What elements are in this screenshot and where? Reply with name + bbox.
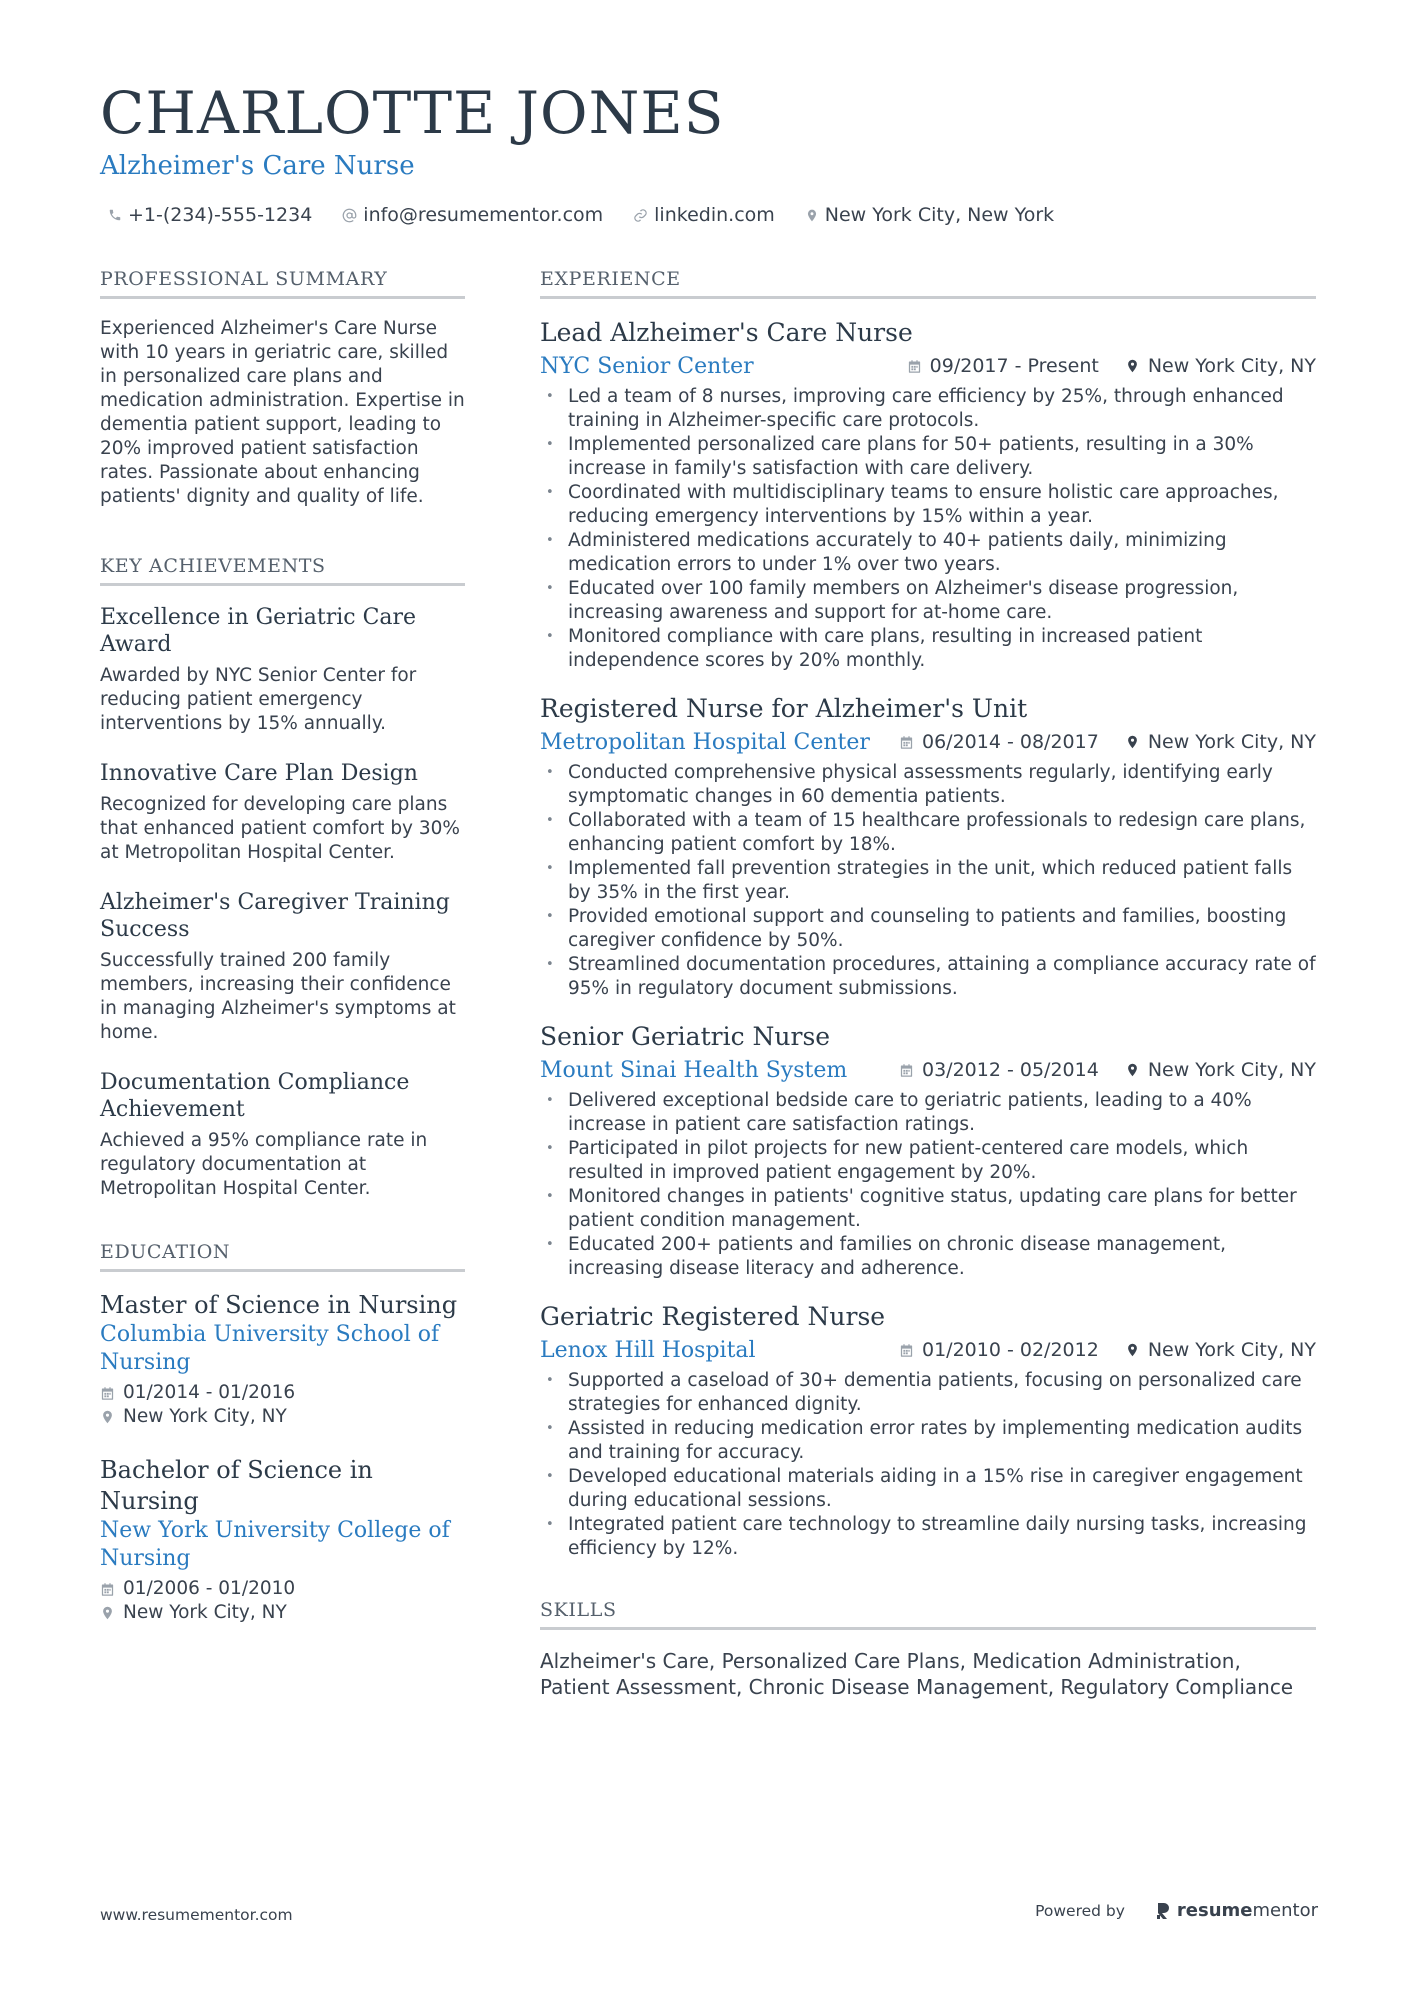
job-dates (899, 1339, 1099, 1361)
achievement-text: Achieved a 95% compliance rate in regulatory documentation at Metropolitan Hospital Center. (100, 1130, 428, 1199)
job-company: NYC Senior Center (540, 353, 754, 379)
job-location (1125, 1059, 1316, 1081)
job-company: Mount Sinai Health System (540, 1057, 848, 1083)
education-dates-text: 01/2014 - 01/2016 (123, 1382, 296, 1403)
job-location-text: New York City, NY (1147, 1339, 1316, 1361)
contact-email[interactable] (342, 204, 603, 226)
calendar-icon (100, 1582, 115, 1597)
education-dates (100, 1381, 465, 1405)
job-bullet: • Developed educational materials aiding in a 15% rise in caregiver engagement during educational sessions. (540, 1465, 1316, 1513)
job-company: Lenox Hill Hospital (540, 1337, 756, 1363)
achievement-item (100, 889, 465, 1045)
job-entry (540, 1021, 1316, 1281)
calendar-icon (907, 359, 922, 374)
job-header-row (540, 349, 1316, 383)
job-bullets (540, 385, 1316, 673)
link-icon (633, 208, 648, 223)
job-dates-text: 09/2017 - Present (929, 355, 1099, 377)
education-school: Columbia University School of Nursing (100, 1322, 440, 1375)
location-pin-icon (1125, 734, 1140, 750)
skills-line: Patient Assessment, Chronic Disease Management, Regulatory Compliance (540, 1675, 1294, 1699)
job-location-text: New York City, NY (1147, 355, 1316, 377)
job-bullets (540, 761, 1316, 1001)
job-bullet: • Implemented personalized care plans for 50+ patients, resulting in a 30% increase in family's satisfaction with care delivery. (540, 433, 1316, 481)
calendar-icon (899, 735, 914, 750)
education-dates (100, 1577, 465, 1601)
resumementor-logo-icon (1155, 1901, 1171, 1921)
achievement-text: Awarded by NYC Senior Center for reducing patient emergency interventions by 15% annually. (100, 665, 417, 734)
job-bullet: • Led a team of 8 nurses, improving care efficiency by 25%, through enhanced training in Alzheimer-specific care protocols. (540, 385, 1316, 433)
summary-text: Experienced Alzheimer's Care Nurse with 10 years in geriatric care, skilled in personalized care plans and medication administration. Expertise in dementia patient support, leading to 20% improved patient satisfaction rates. Passionate about enhancing patients' dignity and quality of life. (100, 318, 465, 507)
job-bullet: • Assisted in reducing medication error rates by implementing medication audits and training for accuracy. (540, 1417, 1316, 1465)
job-location (1125, 1339, 1316, 1361)
location-pin-icon (100, 1605, 115, 1621)
location-pin-icon (100, 1409, 115, 1425)
email-text: info@resumementor.com (363, 204, 604, 226)
job-title: Registered Nurse for Alzheimer's Unit (540, 694, 1028, 723)
job-bullet: • Educated 200+ patients and families on chronic disease management, increasing disease literacy and adherence. (540, 1233, 1316, 1281)
linkedin-text: linkedin.com (654, 204, 775, 226)
achievement-title: Alzheimer's Caregiver Training Success (100, 890, 450, 942)
job-title: Geriatric Registered Nurse (540, 1302, 886, 1331)
at-icon (342, 208, 357, 223)
location-pin-icon (805, 208, 819, 223)
job-bullet: • Delivered exceptional bedside care to geriatric patients, leading to a 40% increase in patient care satisfaction ratings. (540, 1089, 1316, 1137)
job-location-text: New York City, NY (1147, 1059, 1316, 1081)
achievement-item (100, 760, 465, 865)
job-bullet: • Administered medications accurately to 40+ patients daily, minimizing medication errors to under 1% over two years. (540, 529, 1316, 577)
skills-section (540, 1599, 1316, 1700)
candidate-title: Alzheimer's Care Nurse (100, 151, 415, 181)
job-dates-text: 03/2012 - 05/2014 (922, 1059, 1099, 1081)
achievement-item (100, 604, 465, 736)
education-location (100, 1405, 465, 1429)
brand-name-a: resume (1176, 1900, 1253, 1921)
location-pin-icon (1125, 1062, 1140, 1078)
job-dates (899, 1059, 1099, 1081)
summary-heading: PROFESSIONAL SUMMARY (100, 268, 465, 299)
education-dates-text: 01/2006 - 01/2010 (123, 1578, 296, 1599)
achievement-item (100, 1069, 465, 1201)
skills-line: Alzheimer's Care, Personalized Care Plans, Medication Administration, (540, 1649, 1241, 1673)
job-title: Lead Alzheimer's Care Nurse (540, 318, 913, 347)
job-bullet: • Educated over 100 family members on Alzheimer's disease progression, increasing awareness and support for at-home care. (540, 577, 1316, 625)
job-bullet: • Monitored changes in patients' cognitive status, updating care plans for better patient condition management. (540, 1185, 1316, 1233)
phone-icon (108, 208, 122, 222)
education-location-text: New York City, NY (123, 1602, 287, 1623)
job-entry (540, 317, 1316, 673)
education-item (100, 1455, 465, 1625)
contact-location (805, 204, 1054, 226)
job-location (1125, 731, 1316, 753)
achievement-text: Successfully trained 200 family members, increasing their confidence in managing Alzheimer's symptoms at home. (100, 950, 456, 1043)
left-column (100, 268, 465, 1651)
job-bullet: • Coordinated with multidisciplinary teams to ensure holistic care approaches, reducing emergency interventions by 15% within a year. (540, 481, 1316, 529)
contact-linkedin[interactable] (633, 204, 775, 226)
job-bullets (540, 1089, 1316, 1281)
footer-website[interactable]: www.resumementor.com (100, 1906, 293, 1924)
achievement-text: Recognized for developing care plans that enhanced patient comfort by 30% at Metropolitan Hospital Center. (100, 794, 461, 863)
job-dates (899, 731, 1099, 753)
experience-section (540, 268, 1316, 1561)
education-degree: Master of Science in Nursing (100, 1291, 458, 1319)
job-location-text: New York City, NY (1147, 731, 1316, 753)
education-location-text: New York City, NY (123, 1406, 287, 1427)
job-bullet: • Streamlined documentation procedures, attaining a compliance accuracy rate of 95% in regulatory document submissions. (540, 953, 1316, 1001)
summary-section (100, 268, 465, 509)
job-bullet: • Provided emotional support and counseling to patients and families, boosting caregiver confidence by 50%. (540, 905, 1316, 953)
achievement-title: Documentation Compliance Achievement (100, 1070, 410, 1122)
calendar-icon (899, 1063, 914, 1078)
job-bullet: • Implemented fall prevention strategies in the unit, which reduced patient falls by 35% in the first year. (540, 857, 1316, 905)
job-company: Metropolitan Hospital Center (540, 729, 870, 755)
education-school: New York University College of Nursing (100, 1518, 450, 1571)
education-heading: EDUCATION (100, 1241, 465, 1272)
achievement-title: Innovative Care Plan Design (100, 761, 418, 786)
location-pin-icon (1125, 358, 1140, 374)
job-bullet: • Monitored compliance with care plans, resulting in increased patient independence scores by 20% monthly. (540, 625, 1316, 673)
education-section (100, 1241, 465, 1625)
job-header-row (540, 1053, 1316, 1087)
job-bullet: • Supported a caseload of 30+ dementia patients, focusing on personalized care strategies for enhanced dignity. (540, 1369, 1316, 1417)
education-degree: Bachelor of Science in Nursing (100, 1456, 373, 1515)
job-bullets (540, 1369, 1316, 1561)
job-bullet: • Collaborated with a team of 15 healthcare professionals to redesign care plans, enhancing patient comfort by 18%. (540, 809, 1316, 857)
location-pin-icon (1125, 1342, 1140, 1358)
job-entry (540, 1301, 1316, 1561)
job-bullet: • Integrated patient care technology to streamline daily nursing tasks, increasing efficiency by 12%. (540, 1513, 1316, 1561)
job-dates (907, 355, 1099, 377)
job-entry (540, 693, 1316, 1001)
education-item (100, 1290, 465, 1429)
right-column (540, 268, 1316, 1700)
job-dates-text: 06/2014 - 08/2017 (922, 731, 1099, 753)
job-dates-text: 01/2010 - 02/2012 (922, 1339, 1099, 1361)
brand-logo[interactable] (1155, 1900, 1318, 1921)
education-location (100, 1601, 465, 1625)
candidate-name: CHARLOTTE JONES (100, 79, 725, 147)
job-title: Senior Geriatric Nurse (540, 1022, 831, 1051)
location-text: New York City, New York (824, 204, 1055, 226)
job-bullet: • Participated in pilot projects for new patient-centered care models, which resulted in improved patient engagement by 20%. (540, 1137, 1316, 1185)
experience-heading: EXPERIENCE (540, 268, 1316, 299)
achievements-section (100, 555, 465, 1201)
calendar-icon (899, 1343, 914, 1358)
skills-text (540, 1648, 1316, 1700)
achievement-title: Excellence in Geriatric Care Award (100, 605, 417, 657)
job-header-row (540, 725, 1316, 759)
contact-bar (108, 200, 1084, 230)
brand-name-b: mentor (1252, 1900, 1318, 1921)
job-header-row (540, 1333, 1316, 1367)
skills-heading: SKILLS (540, 1599, 1316, 1630)
powered-by-label: Powered by (1035, 1901, 1125, 1920)
job-location (1125, 355, 1316, 377)
footer-branding (1035, 1900, 1318, 1921)
job-meta (899, 1339, 1316, 1361)
contact-phone[interactable] (108, 204, 312, 226)
calendar-icon (100, 1386, 115, 1401)
job-meta (907, 355, 1316, 377)
job-meta (899, 1059, 1316, 1081)
job-meta (899, 731, 1316, 753)
phone-text: +1-(234)-555-1234 (128, 204, 313, 226)
achievements-heading: KEY ACHIEVEMENTS (100, 555, 465, 586)
job-bullet: • Conducted comprehensive physical assessments regularly, identifying early symptomatic changes in 60 dementia patients. (540, 761, 1316, 809)
